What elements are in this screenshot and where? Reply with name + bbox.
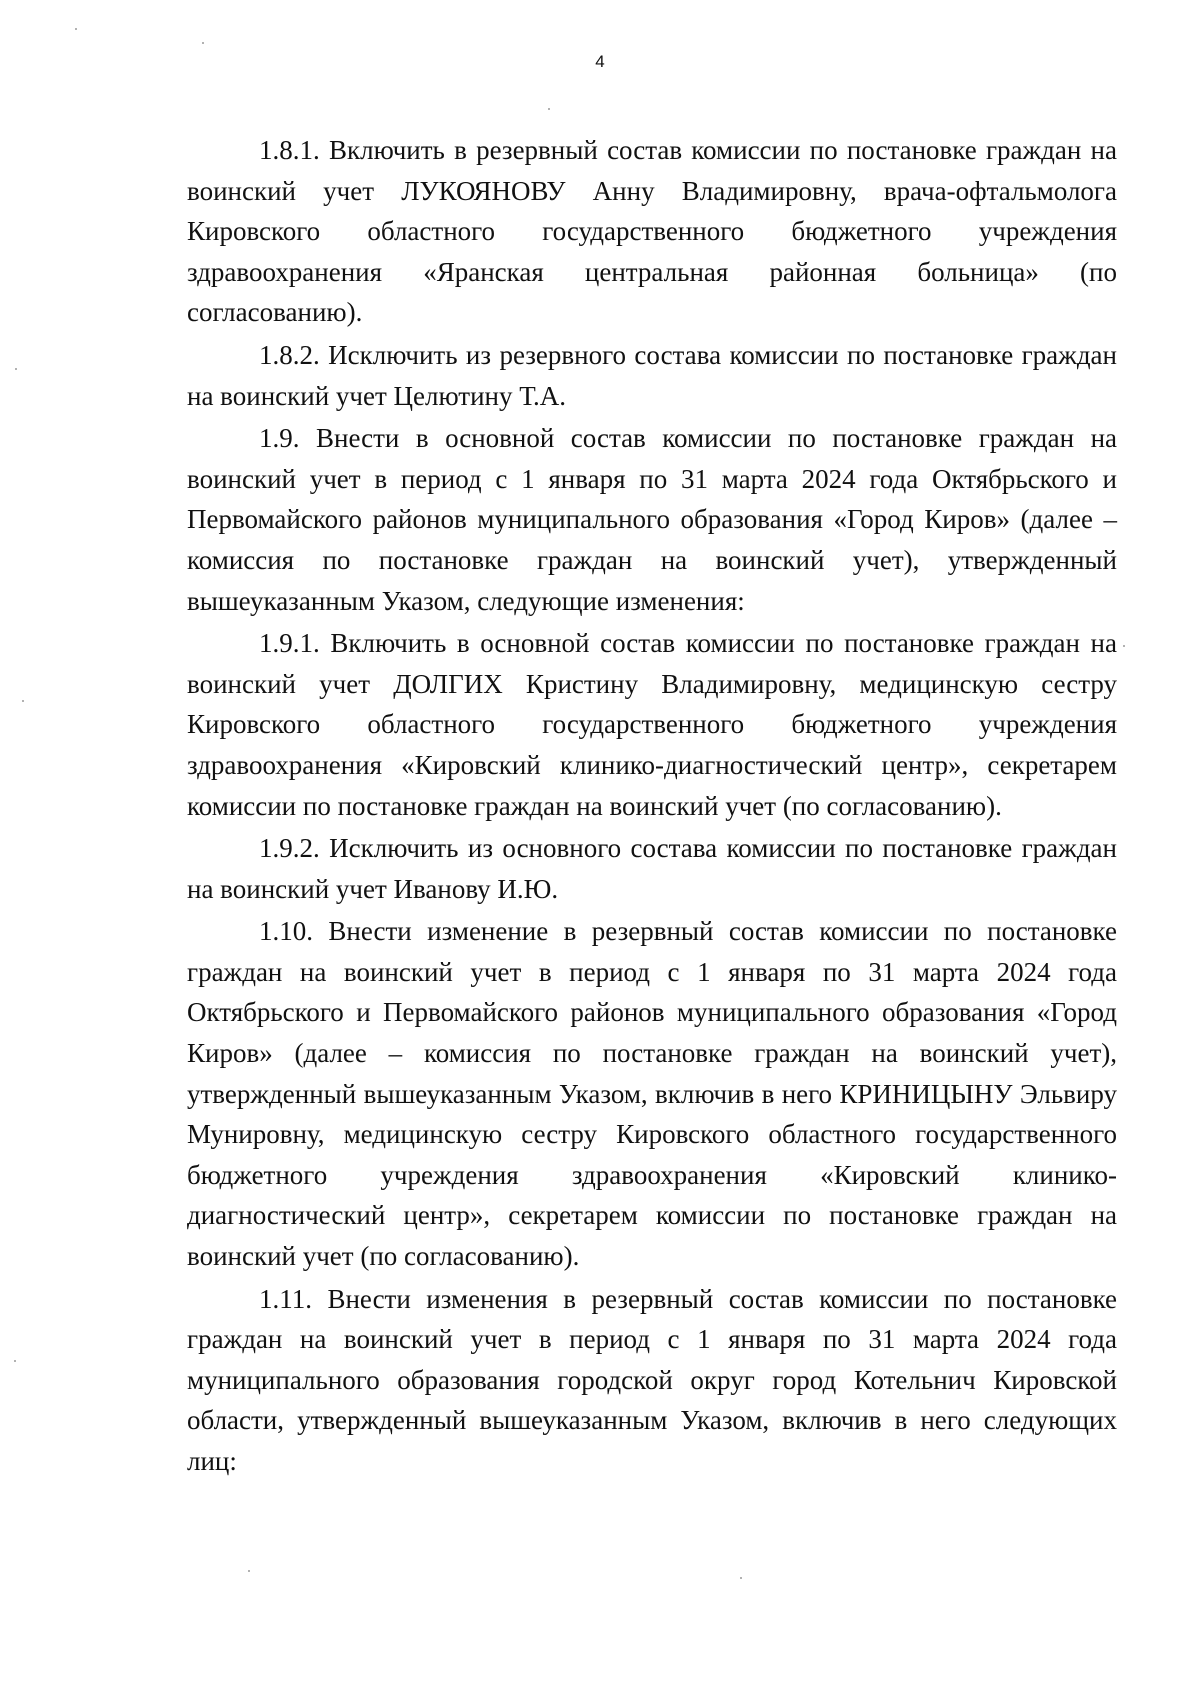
scan-speck bbox=[75, 28, 77, 30]
scan-speck bbox=[202, 42, 204, 44]
paragraph-1-9-2: 1.9.2. Исключить из основного состава комиссии по постановке граждан на воинский учет Иванову И.Ю. bbox=[187, 833, 1117, 904]
page-number: 4 bbox=[595, 52, 605, 71]
scan-speck bbox=[1123, 645, 1125, 647]
scan-speck bbox=[22, 700, 24, 702]
paragraph-1-9-1: 1.9.1. Включить в основной состав комиссии по постановке граждан на воинский учет ДОЛГИХ Кристину Владимировну, медицинскую сестру Кировского областного государственного бюджетного учреждения здравоохранения «Кировский клинико-диагностический центр», секретарем комиссии по постановке граждан на воинский учет (по согласованию). bbox=[187, 628, 1117, 821]
scan-speck bbox=[248, 1570, 250, 1572]
paragraph-1-8-2: 1.8.2. Исключить из резервного состава комиссии по постановке граждан на воинский учет Целютину Т.А. bbox=[187, 339, 1117, 411]
paragraph-1-11: 1.11. Внести изменения в резервный состав комиссии по постановке граждан на воинский учет в период с 1 января по 31 марта 2024 года муниципального образования городской округ город Котельнич Кировской области, утвержденный вышеуказанным Указом, включив в него следующих лиц: bbox=[187, 1283, 1117, 1476]
scan-speck bbox=[740, 1577, 742, 1579]
paragraph-1-8-1: 1.8.1. Включить в резервный состав комиссии по постановке граждан на воинский учет ЛУКОЯНОВУ Анну Владимировну, врача-офтальмолога Кировского областного государственного бюджетного учреждения здравоохранения «Яранская центральная районная больница» (по согласованию). bbox=[187, 135, 1117, 328]
scan-speck bbox=[548, 108, 550, 110]
scan-speck bbox=[15, 368, 17, 370]
paragraph-1-9: 1.9. Внести в основной состав комиссии по постановке граждан на воинский учет в период с 1 января по 31 марта 2024 года Октябрьского и Первомайского районов муниципального образования «Город Киров» (далее – комиссия по постановке граждан на воинский учет), утвержденный вышеуказанным Указом, следующие изменения: bbox=[187, 423, 1117, 616]
document-body bbox=[187, 130, 1117, 1484]
paragraph-1-10: 1.10. Внести изменение в резервный состав комиссии по постановке граждан на воинский учет в период с 1 января по 31 марта 2024 года Октябрьского и Первомайского районов муниципального образования «Город Киров» (далее – комиссия по постановке граждан на воинский учет), утвержденный вышеуказанным Указом, включив в него КРИНИЦЫНУ Эльвиру Мунировну, медицинскую сестру Кировского областного государственного бюджетного учреждения здравоохранения «Кировский клинико-диагностический центр», секретарем комиссии по постановке граждан на воинский учет (по согласованию). bbox=[187, 916, 1117, 1272]
scan-speck bbox=[14, 1360, 16, 1362]
